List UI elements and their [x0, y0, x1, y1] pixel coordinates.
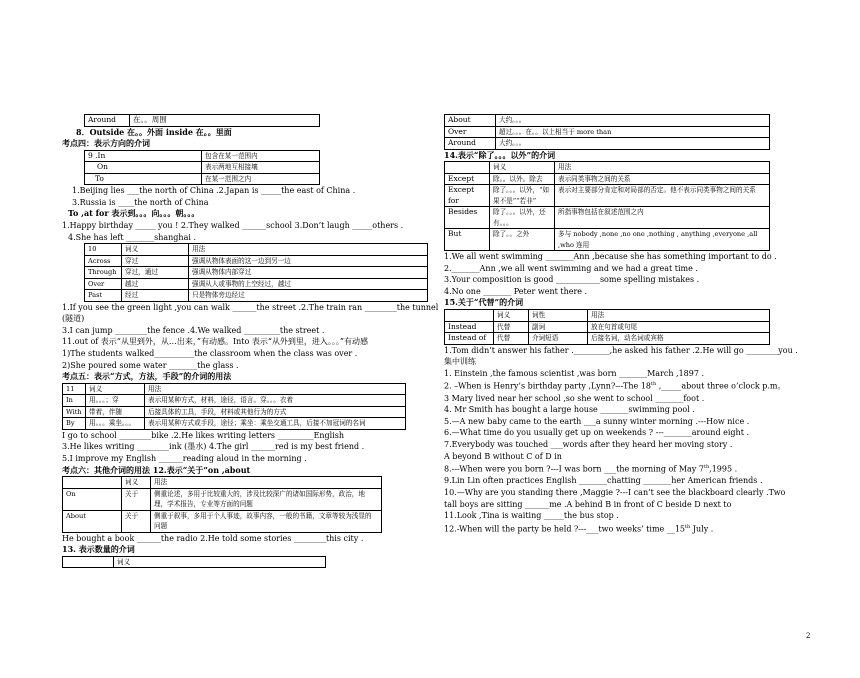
left-column	[62, 114, 439, 568]
cell: 穿过，通过	[122, 267, 189, 279]
text: ,_____about three o’clock p.m。	[656, 382, 786, 391]
cell: 大约。。。	[496, 115, 770, 127]
cell: 11	[63, 383, 86, 395]
cell	[445, 310, 494, 322]
cell: 越过	[122, 278, 189, 290]
cell	[63, 556, 114, 568]
cell: But	[445, 229, 490, 251]
text-line: 5.I improve my English ______reading aloud in the morning .	[62, 454, 307, 463]
cell: 除了。。之外	[490, 229, 555, 251]
text-line: 3.Russia is ____the north of China	[72, 197, 209, 207]
cell: 表示两地互相接壤	[202, 162, 320, 174]
cell: Around	[445, 138, 496, 150]
cell	[63, 477, 122, 489]
text: ,1995 .	[709, 464, 738, 474]
cell: 10	[85, 244, 122, 256]
text-line: 3.Your composition is good ___________some spelling mistakes .	[444, 275, 700, 285]
cell: In	[63, 395, 86, 407]
cell: 大约。。。	[496, 138, 770, 150]
cell: 超过。。。在。。以上相当于 more than	[496, 126, 770, 138]
cell: Instead	[445, 321, 494, 333]
cell: 词义	[114, 556, 326, 568]
cell: To	[85, 173, 202, 185]
text-line: 1. Einstein ,the famous scientist ,was born _______March ,1897 .	[444, 368, 705, 378]
cell: Instead of	[445, 333, 494, 345]
cell: 除了。。。以外，还有。。。	[490, 207, 555, 229]
superscript: th	[685, 523, 691, 530]
text: 8.---When were you born ?---I was born ___the morning of May 7	[444, 464, 704, 474]
text-line	[444, 379, 786, 392]
cell: Over	[85, 278, 122, 290]
cell: 多与 nobody ,none ,no one ,nothing , anything ,everyone ,all ,who 连用	[555, 229, 770, 251]
table-quantity	[62, 556, 326, 569]
cell: 词义	[494, 310, 529, 322]
cell: Across	[85, 255, 122, 267]
cell: 除了。。。以外，“如果不是”“若非”	[490, 185, 555, 207]
text: 12.-When will the party be held ?---___two weeks’ time __15	[444, 524, 685, 534]
cell: 表示对主要部分肯定和对局部的否定。他不表示同类事物之间的关系	[555, 185, 770, 207]
text-line: 4.She has left _______shanghai .	[68, 232, 196, 242]
cell: 带着，伴随	[86, 406, 145, 418]
cell: 词义	[490, 162, 555, 174]
cell: 表示同类事物之间的关系	[555, 173, 770, 185]
cell: 只是物体旁边经过	[189, 290, 428, 302]
table-across-through	[84, 243, 428, 302]
table-about-over	[444, 114, 770, 150]
cell: 代替	[494, 333, 529, 345]
text: July .	[690, 524, 714, 534]
cell: 除。。以外。除去	[490, 173, 555, 185]
text-line: 3.I can jump ________the fence .4.We walked _________the street .	[62, 325, 325, 335]
text-line: He bought a book ______the radio 2.He told some stories ________this city .	[62, 533, 364, 543]
text-line: 1.Happy birthday _____ you ! 2.They walked ______school 3.Don’t laugh _____others .	[62, 220, 404, 230]
right-column	[444, 114, 798, 535]
text-line: 2)She poured some water _______the glass .	[62, 360, 239, 370]
text-line: 9.Lin Lin often practices English _______chatting _______her American friends .	[444, 476, 763, 486]
text-line	[444, 522, 786, 535]
cell: On	[85, 162, 202, 174]
cell: 副词	[529, 321, 588, 333]
cell: 词义	[122, 477, 151, 489]
section-heading: 考点四：表示方向的介词	[62, 138, 150, 149]
table-direction	[84, 150, 320, 186]
cell: 强调从物体表面的这一边到另一边	[189, 255, 428, 267]
cell: 介词短语	[529, 333, 588, 345]
cell: 词义	[86, 383, 145, 395]
cell: 关于	[122, 510, 151, 532]
text-line: A beyond B without C of D in	[444, 451, 562, 461]
cell: 用法	[151, 477, 382, 489]
cell: 穿过	[122, 255, 189, 267]
text-line: 8．Outside 在。。外面 inside 在。。里面	[76, 126, 232, 137]
cell: 用法	[555, 162, 770, 174]
text-line: 2._______Ann ,we all went swimming and we had a great time .	[444, 263, 698, 273]
section-heading: 15.关于“代替”的介词	[444, 297, 524, 308]
table-on-about	[62, 476, 382, 533]
cell: Past	[85, 290, 122, 302]
text-line: 10.—Why are you standing there ,Maggie ?---I can’t see the blackboard clearly .Two tall boys are sitting ______me .A behind B in front of C beside D next to	[444, 488, 786, 509]
section-heading: 13. 表示数量的介词	[62, 544, 135, 555]
cell: Besides	[445, 207, 490, 229]
text-line: 4.No one _______ Peter went there .	[444, 286, 588, 296]
table-except	[444, 161, 770, 251]
cell: About	[63, 510, 122, 532]
cell: Except	[445, 173, 490, 185]
page-number: 2	[806, 632, 811, 640]
table-instead	[444, 309, 770, 345]
cell: 所指事物包括在叙述范围之内	[555, 207, 770, 229]
text: 2. –When is Henry’s birthday party ,Lynn?---The 18	[444, 382, 651, 391]
cell: By	[63, 418, 86, 430]
text-line: 5.—A new baby came to the earth ___a sunny winter morning .---How nice .	[444, 416, 750, 426]
cell	[445, 162, 490, 174]
cell: 关于	[122, 488, 151, 510]
text-line: 11.out of 表示“从里到外，从…出来，”有动感。Into 表示“从外到里，进入。。。”有动感	[62, 337, 369, 347]
cell: 强调从人或事物的上空经过，越过	[189, 278, 428, 290]
section-heading: 14.表示“除了。。。以外”的介词	[444, 149, 556, 160]
cell: 用法	[588, 310, 770, 322]
cell: 表示用某种方式，材料，途径，语言。穿。。。衣着	[145, 395, 406, 407]
cell: With	[63, 406, 86, 418]
text-line	[444, 462, 786, 475]
cell: 后接具体的工具，手段，材料或其他行为的方式	[145, 406, 406, 418]
cell: 包含在某一范围内	[202, 150, 320, 162]
text-line: 1.If you see the green light ,you can walk ______the street .2.The train ran ________the tunnel	[62, 302, 439, 312]
cell: About	[445, 115, 496, 127]
cell: Around	[85, 115, 130, 127]
text-line: 3 Mary lived near her school ,so she went to school _______foot .	[444, 393, 705, 403]
cell: 经过	[122, 290, 189, 302]
section-heading: 考点五：表示“方式，方法，手段”的介词的用法	[62, 371, 232, 382]
superscript: th	[651, 381, 657, 388]
text-line: 集中训练	[444, 357, 476, 367]
cell: 用法	[189, 244, 428, 256]
cell: 用。。。；穿	[86, 395, 145, 407]
cell: 9 .In	[85, 150, 202, 162]
cell: 词性	[529, 310, 588, 322]
table-method	[62, 383, 406, 430]
text-line: I go to school ________bike .2.He likes writing letters _________English	[62, 430, 345, 440]
text-line: 11.Look ,Tina is waiting _____the bus stop .	[444, 511, 619, 521]
table-around	[84, 114, 320, 127]
cell: 侧重于叙事，多用于个人事迹，故事内容，一般的书籍，文章等较为浅显的问题	[151, 510, 382, 532]
cell: 在。。周围	[130, 115, 320, 127]
cell: 后接名词，动名词或宾格	[588, 333, 770, 345]
cell: 代替	[494, 321, 529, 333]
cell: 放在句首或句尾	[588, 321, 770, 333]
superscript: th	[703, 464, 710, 471]
text-line: 1)The students walked__________the classroom when the class was over .	[62, 349, 358, 359]
cell: 表示用某种方式或手段，途径；乘坐：乘坐交通工具，后接不加冠词的名词	[145, 418, 406, 430]
cell: 用法	[145, 383, 406, 395]
section-heading: 考点六：其他介词的用法 12.表示“关于”on ,about	[62, 464, 251, 475]
text-line: 3.He likes writing ________ink (墨水) 4.The girl ______red is my best friend .	[62, 442, 365, 452]
text-line: 4. Mr Smith has bought a large house _______swimming pool .	[444, 405, 695, 415]
cell: 强调从物体内部穿过	[189, 267, 428, 279]
text-line: 1.We all went swimming _______Ann ,because she has something important to do .	[444, 252, 777, 262]
cell: 侧重论述，多用于比较重大的，涉及比较深广的诸如国际形势，政治，地理，学术报告，专业等方面的问题	[151, 488, 382, 510]
text-line: 6.—What time do you usually get up on weekends ? ---_______around eight .	[444, 428, 749, 438]
text-line: 7.Everybody was touched ___words after they heard her moving story .	[444, 439, 733, 449]
cell: Over	[445, 126, 496, 138]
cell: 词义	[122, 244, 189, 256]
text-line: 1.Tom didn’t answer his father ._________,he asked his father .2.He will go ________you .	[444, 345, 798, 355]
cell: On	[63, 488, 122, 510]
cell: 在某一范围之内	[202, 173, 320, 185]
cell: Through	[85, 267, 122, 279]
text-line: To ,at for 表示到。。。向。。。朝。。。	[68, 208, 200, 219]
text-line: 1.Beijing lies ___the north of China .2.Japan is _____the east of China .	[72, 186, 356, 196]
cell: Except for	[445, 185, 490, 207]
text-line: (隧道)	[62, 314, 85, 324]
cell: 用。。。乘坐。。。	[86, 418, 145, 430]
